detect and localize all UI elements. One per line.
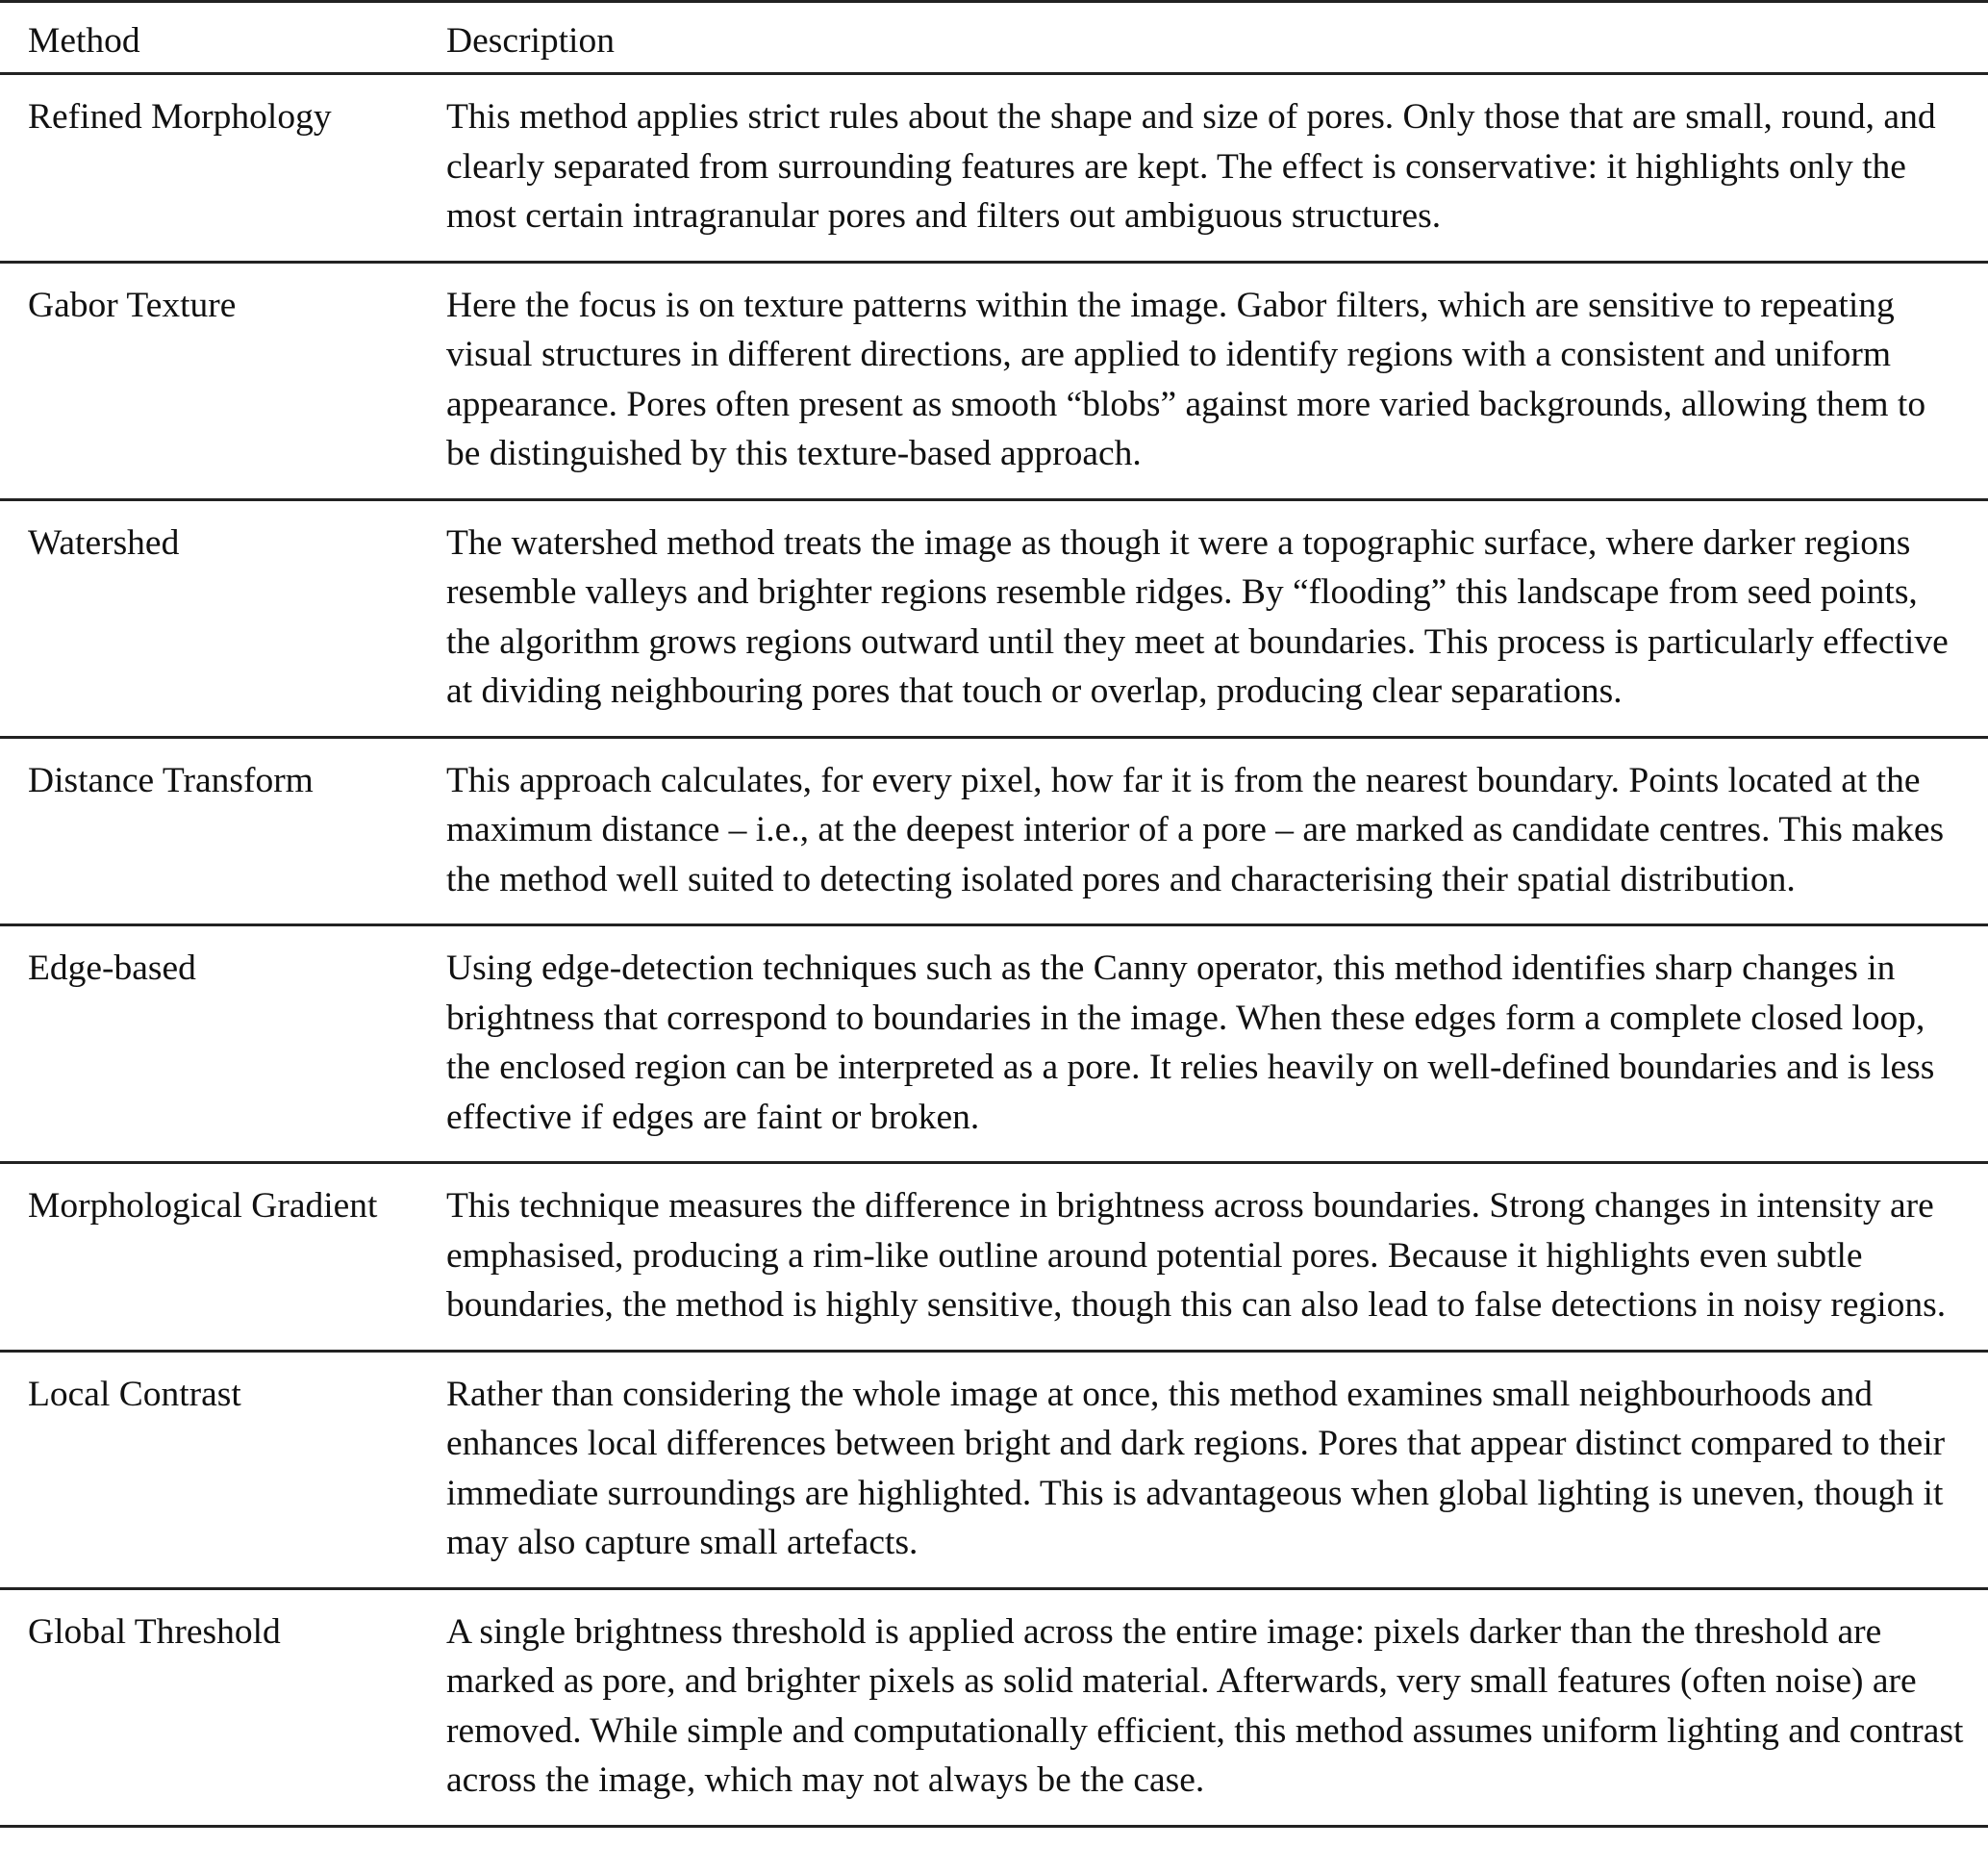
method-description-cell: A single brightness threshold is applied across the entire image: pixels darker than the threshold are marked as pore, and brighter pixels as solid material. Afterwards, very small features (often noise) are removed. While simple and computationally efficient, this method assumes uniform lighting and contrast across the image, which may not always be the case. bbox=[446, 1611, 1964, 1800]
method-name-cell: Local Contrast bbox=[28, 1374, 241, 1414]
method-description-cell: This technique measures the difference in brightness across boundaries. Strong changes in intensity are emphasised, producing a rim-like outline around potential pores. Because it highlights even subtle boundaries, the method is highly sensitive, though this can also lead to false detections in noisy regions. bbox=[446, 1186, 1947, 1325]
table-row bbox=[0, 1163, 1988, 1352]
column-header-method: Method bbox=[28, 21, 140, 61]
method-name-cell: Global Threshold bbox=[28, 1611, 281, 1652]
method-name-cell: Morphological Gradient bbox=[28, 1186, 378, 1226]
table-row bbox=[0, 499, 1988, 737]
table-body bbox=[0, 74, 1988, 1827]
method-description-cell: This approach calculates, for every pixel, how far it is from the nearest boundary. Points located at the maximum distance – i.e., at the deepest interior of a pore – are marked as candidate centres. This makes the method well suited to detecting isolated pores and characterising their spatial distribution. bbox=[446, 760, 1945, 899]
column-header-description: Description bbox=[446, 21, 615, 61]
method-description-cell: Rather than considering the whole image at once, this method examines small neighbourhoods and enhances local differences between bright and dark regions. Pores that appear distinct compared to their immediate surroundings are highlighted. This is advantageous when global lighting is uneven, though it may also capture small artefacts. bbox=[446, 1374, 1946, 1562]
method-description-cell: Using edge-detection techniques such as the Canny operator, this method identifies sharp changes in brightness that correspond to boundaries in the image. When these edges form a complete closed loop, the enclosed region can be interpreted as a pore. It relies heavily on well-defined boundaries and is less effective if edges are faint or broken. bbox=[446, 949, 1935, 1137]
table-row bbox=[0, 1351, 1988, 1588]
table-row bbox=[0, 74, 1988, 263]
method-description-cell: This method applies strict rules about the shape and size of pores. Only those that are small, round, and clearly separated from surrounding features are kept. The effect is conservative: it highlights only the most certain intragranular pores and filters out ambiguous structures. bbox=[446, 97, 1936, 236]
table-row bbox=[0, 262, 1988, 499]
header-row bbox=[0, 2, 1988, 74]
method-name-cell: Gabor Texture bbox=[28, 285, 237, 325]
table-row bbox=[0, 925, 1988, 1163]
method-name-cell: Distance Transform bbox=[28, 760, 314, 800]
method-description-cell: The watershed method treats the image as though it were a topographic surface, where darker regions resemble valleys and brighter regions resemble ridges. By “flooding” this landscape from seed points, the algorithm grows regions outward until they meet at boundaries. This process is particularly effective at dividing neighbouring pores that touch or overlap, producing clear separations. bbox=[446, 522, 1949, 711]
method-name-cell: Refined Morphology bbox=[28, 97, 332, 137]
method-description-cell: Here the focus is on texture patterns within the image. Gabor filters, which are sensitive to repeating visual structures in different directions, are applied to identify regions with a consistent and uniform appearance. Pores often present as smooth “blobs” against more varied backgrounds, allowing them to be distinguished by this texture-based approach. bbox=[446, 285, 1926, 473]
method-name-cell: Watershed bbox=[28, 522, 180, 563]
table-header bbox=[0, 2, 1988, 74]
method-name-cell: Edge-based bbox=[28, 949, 196, 988]
table-row bbox=[0, 737, 1988, 925]
table-row bbox=[0, 1588, 1988, 1826]
